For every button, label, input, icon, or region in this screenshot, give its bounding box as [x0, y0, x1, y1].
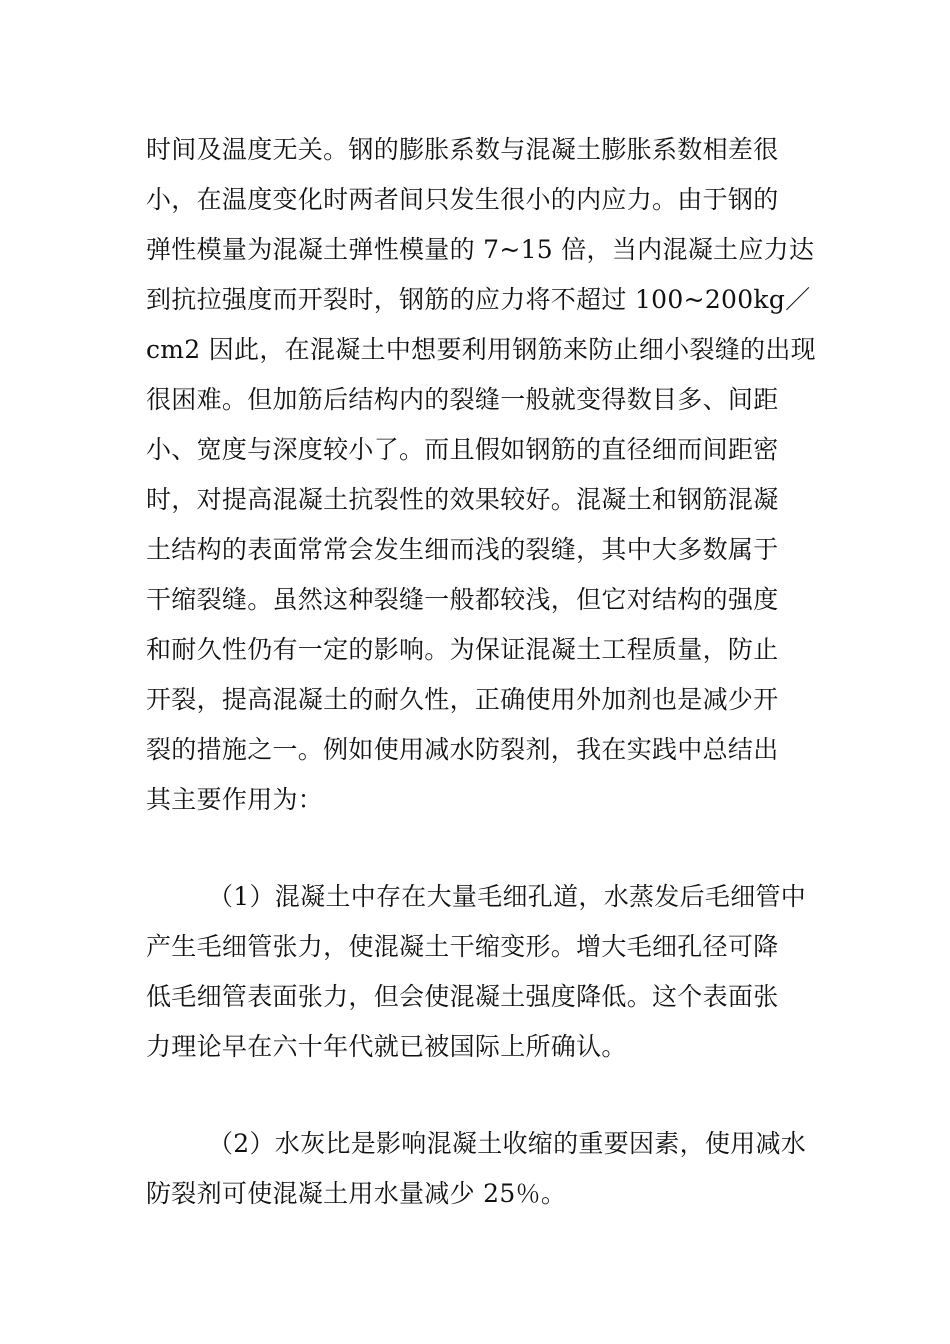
text-line: （1）混凝土中存在大量毛细孔道，水蒸发后毛细管中 [208, 882, 807, 911]
text-line: 小、宽度与深度较小了。而且假如钢筋的直径细而间距密 [146, 435, 779, 464]
text-line: cm2 因此，在混凝土中想要利用钢筋来防止细小裂缝的出现 [146, 335, 816, 364]
text-line: 其主要作用为： [146, 785, 324, 814]
text-line: 小，在温度变化时两者间只发生很小的内应力。由于钢的 [146, 185, 779, 214]
text-line: 裂的措施之一。例如使用减水防裂剂，我在实践中总结出 [146, 735, 779, 764]
text-line: 弹性模量为混凝土弹性模量的 7~15 倍，当内混凝土应力达 [146, 235, 815, 264]
text-line: 干缩裂缝。虽然这种裂缝一般都较浅，但它对结构的强度 [146, 585, 779, 614]
text-line: 防裂剂可使混凝土用水量减少 25％。 [146, 1179, 567, 1208]
text-line: 到抗拉强度而开裂时，钢筋的应力将不超过 100~200kg／ [146, 285, 811, 314]
text-line: 时间及温度无关。钢的膨胀系数与混凝土膨胀系数相差很 [146, 135, 779, 164]
text-line: （2）水灰比是影响混凝土收缩的重要因素，使用减水 [208, 1129, 807, 1158]
text-line: 很困难。但加筋后结构内的裂缝一般就变得数目多、间距 [146, 385, 779, 414]
text-line: 低毛细管表面张力，但会使混凝土强度降低。这个表面张 [146, 982, 779, 1011]
text-line: 产生毛细管张力，使混凝土干缩变形。增大毛细孔径可降 [146, 932, 779, 961]
text-line: 时，对提高混凝土抗裂性的效果较好。混凝土和钢筋混凝 [146, 485, 779, 514]
text-line: 和耐久性仍有一定的影响。为保证混凝土工程质量，防止 [146, 635, 779, 664]
text-line: 开裂，提高混凝土的耐久性，正确使用外加剂也是减少开 [146, 685, 779, 714]
text-line: 土结构的表面常常会发生细而浅的裂缝，其中大多数属于 [146, 535, 779, 564]
text-line: 力理论早在六十年代就已被国际上所确认。 [146, 1032, 627, 1061]
